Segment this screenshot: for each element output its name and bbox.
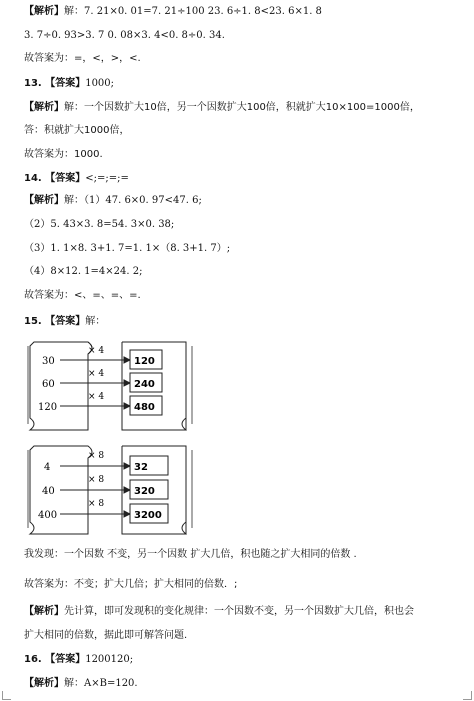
line-text: （3）1. 1×8. 3+1. 7=1. 1×（8. 3+1. 7）; [24,243,231,254]
output-value: 32 [134,462,148,473]
output-value: 240 [134,379,155,390]
line-text: 故答案为：=，<，>，<. [24,53,141,64]
line-text: 解：7. 21×0. 01=7. 21÷100 23. 6÷1. 8<23. 6×1. 8 [64,6,322,17]
analysis-line [24,242,230,255]
tag: 14. 【答案】 [24,173,86,184]
analysis-16 [24,677,138,690]
line-text: 先计算，即可发现积的变化规律：一个因数不变，另一个因数扩大几倍，积也会 [64,606,414,617]
answer-summary [24,148,103,161]
operator: × 8 [88,499,105,509]
answer-16 [24,653,133,666]
operator: × 8 [88,451,105,461]
answer-14 [24,172,129,185]
line-text: 我发现：一个因数 不变，另一个因数 扩大几倍，积也随之扩大相同的倍数 . [24,549,357,560]
answer-summary [24,289,141,302]
page-corner-mark [463,691,472,700]
input-value: 120 [38,402,58,413]
analysis-line [24,218,174,231]
output-value: 3200 [134,510,162,521]
analysis-15 [24,605,414,618]
analysis-line [24,629,187,642]
line-text: 解：A×B=120. [64,678,138,689]
tag: 【解析】 [24,195,64,206]
tag: 【解析】 [24,102,64,113]
input-value: 30 [42,356,55,367]
input-value: 40 [42,486,55,497]
line-text: 解：一个因数扩大10倍，另一个因数扩大100倍，积就扩大10×100=1000倍， [64,102,420,113]
answer-15 [24,315,105,328]
analysis-14 [24,194,202,207]
page-corner-mark [2,691,11,700]
input-value: 60 [42,379,55,390]
tag: 15. 【答案】 [24,316,86,327]
analysis-line-12 [24,5,322,18]
operator: × 4 [88,369,105,379]
multiplication-machine-diagram-1 [26,338,206,434]
analysis-line [24,124,129,137]
line-text: （4）8×12. 1=4×24. 2; [24,266,143,277]
input-value: 400 [38,510,58,521]
line-text: 故答案为：不变；扩大几倍；扩大相同的倍数．; [24,579,238,590]
tag: 【解析】 [24,678,64,689]
tag: 【解析】 [24,606,64,617]
output-value: 120 [134,356,155,367]
line-text: 3. 7÷0. 93>3. 7 0. 08×3. 4<0. 8÷0. 34. [24,30,225,41]
output-value: 320 [134,486,155,497]
operator: × 4 [88,392,105,402]
answer-summary [24,52,141,65]
line-text: 1200120; [85,654,134,665]
analysis-line [24,29,225,42]
tag: 13. 【答案】 [24,78,86,89]
line-text: （2）5. 43×3. 8=54. 3×0. 38; [24,219,175,230]
analysis-13 [24,101,420,114]
answer-13 [24,77,114,90]
output-value: 480 [134,402,155,413]
line-text: 答：积就扩大1000倍， [24,125,130,136]
line-text: <;=;=;= [85,173,129,184]
line-text: 扩大相同的倍数，据此即可解答问题. [24,630,188,641]
line-text: 故答案为：1000. [24,149,103,160]
tag: 【解析】 [24,6,64,17]
line-text: 解： [85,316,106,327]
analysis-line [24,265,142,278]
finding-line [24,548,357,561]
line-text: 故答案为：<、=、=、=. [24,290,141,301]
tag: 16. 【答案】 [24,654,86,665]
answer-summary [24,578,237,591]
operator: × 4 [88,346,105,356]
line-text: 1000; [85,78,115,89]
line-text: 解：（1）47. 6×0. 97<47. 6; [64,195,202,206]
multiplication-machine-diagram-2 [26,442,206,538]
operator: × 8 [88,475,105,485]
input-value: 4 [44,462,51,473]
